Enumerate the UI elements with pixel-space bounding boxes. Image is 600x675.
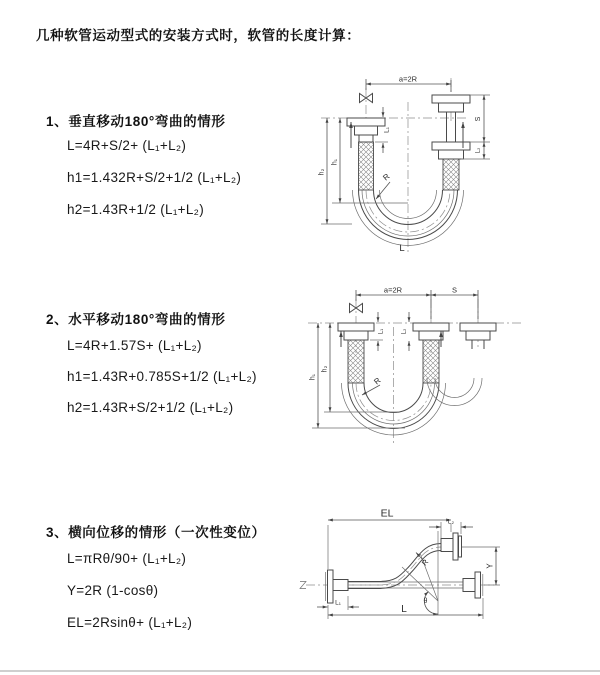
dim-label-h1: h₁	[309, 373, 317, 381]
upper-right-flange	[441, 533, 462, 560]
dim-label-l2: L₂	[447, 518, 455, 526]
page-title: 几种软管运动型式的安装方式时，软管的长度计算：	[36, 28, 361, 43]
dimension-a2r	[366, 75, 451, 93]
radius-leader	[376, 172, 392, 199]
dim-label-l1: L₁	[335, 599, 341, 607]
radius-construction	[402, 531, 438, 615]
right-flange-stack	[432, 95, 470, 190]
diagram-horizontal-180-bend	[308, 283, 598, 465]
section3-formula-y: Y=2R (1-cosθ)	[67, 583, 159, 598]
braided-hose	[423, 340, 439, 383]
dimension-l1	[317, 596, 359, 610]
left-flange	[326, 570, 349, 603]
section2-formula-length: L=4R+1.57S+ (L₁+L₂)	[67, 338, 202, 353]
section1-formula-length: L=4R+S/2+ (L₁+L₂)	[67, 138, 187, 153]
section1-formula-h1: h1=1.432R+S/2+1/2 (L₁+L₂)	[67, 170, 242, 185]
diagram-vertical-180-bend	[316, 72, 586, 262]
left-flange	[338, 323, 374, 383]
dim-label-el: EL	[380, 507, 394, 520]
dim-label-h1: h₁	[331, 158, 339, 166]
section2-formula-h1: h1=1.43R+0.785S+1/2 (L₁+L₂)	[67, 369, 257, 384]
braided-hose	[359, 142, 374, 190]
dimension-l2	[402, 312, 410, 351]
middle-flange	[413, 323, 449, 383]
section3-heading: 3、横向位移的情形（一次性变位）	[46, 525, 266, 540]
dim-label-r: R	[381, 171, 392, 183]
dim-label-h2: h₂	[321, 365, 329, 373]
dim-label-s: S	[475, 116, 482, 122]
dim-label-s: S	[451, 285, 458, 295]
braided-hose	[348, 340, 364, 383]
right-flange-original	[463, 572, 483, 598]
section3-formula-length: L=πRθ/90+ (L₁+L₂)	[67, 551, 187, 566]
dim-label-r: R	[419, 557, 431, 568]
left-flange	[347, 118, 385, 190]
section2-heading: 2、水平移动180°弯曲的情形	[46, 312, 226, 327]
dim-label-l2: L₂	[475, 147, 482, 154]
dim-label-l1: L₁	[383, 127, 391, 133]
dim-label-a2r: a=2R	[383, 285, 403, 295]
dim-label-r: R	[372, 375, 383, 387]
dim-label-y: Y	[485, 563, 495, 569]
dim-label-theta: θ	[423, 598, 428, 605]
dimension-el	[328, 508, 451, 570]
dim-label-l1: L₁	[378, 328, 385, 335]
section2-formula-h2: h2=1.43R+S/2+1/2 (L₁+L₂)	[67, 400, 234, 415]
dim-label-h2: h₂	[318, 168, 326, 176]
page-bottom-rule	[0, 670, 600, 672]
diagram-lateral-displacement	[298, 500, 600, 668]
dim-label-l: L	[401, 604, 407, 615]
dim-label-a2r: a=2R	[398, 74, 418, 84]
dim-label-l: L	[399, 243, 405, 254]
centerlines	[308, 299, 522, 446]
section3-formula-el: EL=2Rsinθ+ (L₁+L₂)	[67, 615, 193, 630]
dimension-l	[328, 598, 483, 619]
braided-hose	[443, 159, 459, 190]
dimension-a2r-s	[356, 286, 478, 320]
section1-heading: 1、垂直移动180°弯曲的情形	[46, 114, 226, 129]
section1-formula-h2: h2=1.43R+1/2 (L₁+L₂)	[67, 202, 205, 217]
dim-label-l2: L₂	[401, 328, 408, 335]
